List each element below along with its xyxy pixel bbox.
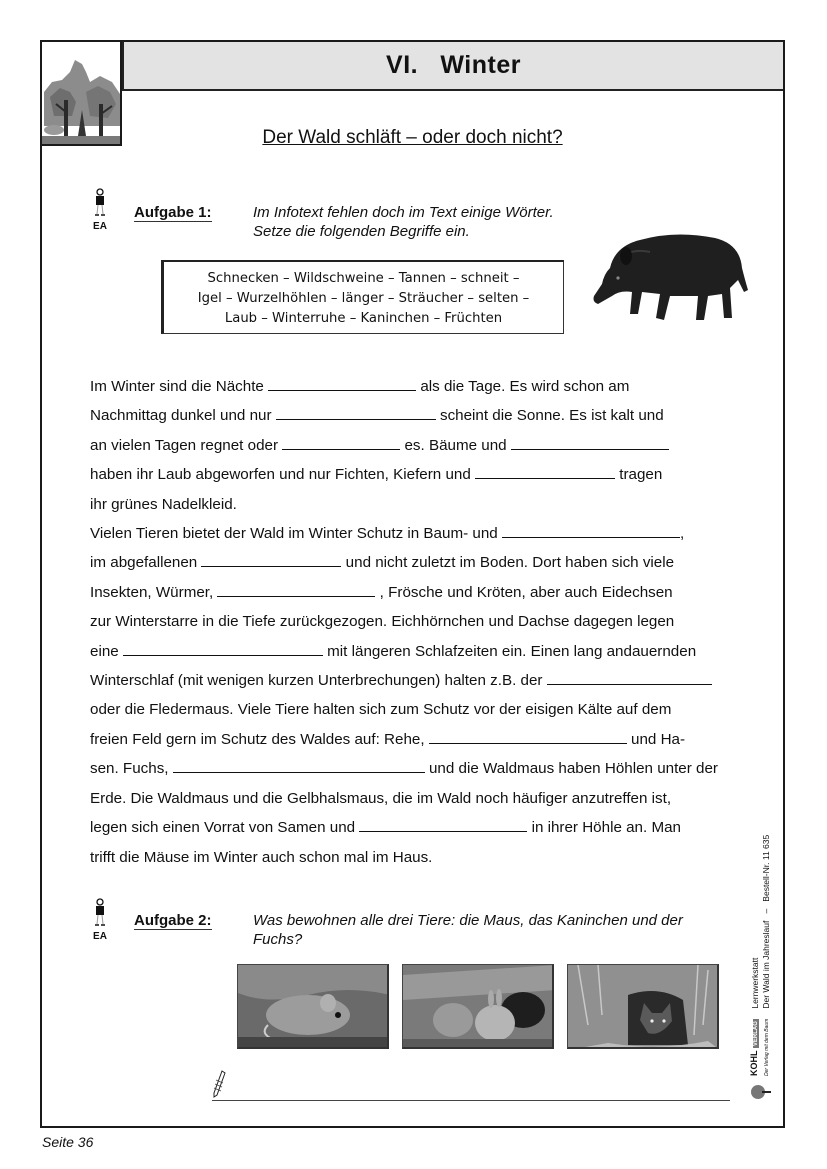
infotext-segment: freien Feld gern im Schutz des Waldes auf: Rehe, — [90, 730, 429, 748]
mouse-photo — [237, 964, 389, 1049]
infotext-segment: scheint die Sonne. Es ist kalt und — [435, 407, 664, 425]
instruction-line: Was bewohnen alle drei Tiere: die Maus, das Kaninchen und der — [253, 912, 683, 929]
instruction-line: Fuchs? — [253, 931, 303, 948]
word-bank-box — [161, 260, 564, 334]
infotext-line — [90, 784, 750, 813]
cloze-blank[interactable] — [502, 523, 680, 538]
infotext-segment: , — [679, 525, 685, 543]
header-bar — [122, 42, 783, 91]
worksheet-subtitle: Der Wald schläft – oder doch nicht? — [262, 127, 563, 148]
cloze-blank[interactable] — [276, 405, 436, 420]
single-work-person-icon — [90, 188, 110, 232]
publisher-sidebar — [749, 835, 773, 1102]
task-2-instruction — [253, 911, 683, 949]
pencil-icon — [212, 1070, 226, 1103]
instruction-line: Im Infotext fehlen doch im Text einige Wörter. — [253, 204, 554, 221]
infotext-segment: , Frösche und Kröten, aber auch Eidechsen — [375, 583, 673, 601]
word-bank-line: Schnecken – Wildschweine – Tannen – schneit – — [207, 271, 520, 286]
infotext-segment: eine — [90, 642, 123, 660]
infotext-line — [90, 431, 750, 460]
infotext-line — [90, 372, 750, 401]
infotext-segment: trifft die Mäuse im Winter auch schon mal im Haus. — [90, 848, 433, 866]
infotext-segment: mit längeren Schlafzeiten ein. Einen lang andauernden — [322, 642, 697, 660]
infotext-segment: Erde. Die Waldmaus und die Gelbhalsmaus, die im Wald noch häufiger anzutreffen ist, — [90, 789, 672, 807]
task-1-instruction — [253, 203, 554, 241]
infotext-line — [90, 519, 750, 548]
animal-photos — [237, 964, 719, 1049]
cloze-blank[interactable] — [282, 435, 400, 450]
task-1-label: Aufgabe 1: — [134, 204, 212, 221]
infotext-line — [90, 754, 750, 783]
infotext-segment: im abgefallenen — [90, 554, 202, 572]
cloze-blank[interactable] — [475, 464, 615, 479]
infotext-line — [90, 725, 750, 754]
infotext-segment: zur Winterstarre in die Tiefe zurückgezogen. Eichhörnchen und Dachse dagegen legen — [90, 613, 675, 631]
infotext-segment: in ihrer Höhle an. Man — [527, 819, 681, 837]
answer-line[interactable] — [212, 1100, 730, 1101]
cloze-blank[interactable] — [217, 582, 375, 597]
infotext-line — [90, 578, 750, 607]
infotext-cloze — [90, 372, 750, 872]
infotext-segment: oder die Fledermaus. Viele Tiere halten sich zum Schutz vor der eisigen Kälte auf dem — [90, 701, 672, 719]
infotext-line — [90, 607, 750, 636]
cloze-blank[interactable] — [547, 670, 712, 685]
word-bank-line: Igel – Wurzelhöhlen – länger – Sträucher – selten – — [197, 291, 530, 306]
infotext-segment: haben ihr Laub abgeworfen und nur Fichten, Kiefern und — [90, 466, 476, 484]
wild-boar-photo — [590, 218, 755, 328]
cloze-blank[interactable] — [123, 641, 323, 656]
rabbits-photo — [402, 964, 554, 1049]
task-2-label: Aufgabe 2: — [134, 912, 212, 929]
infotext-segment: und nicht zuletzt im Boden. Dort haben sich viele — [341, 554, 675, 572]
single-work-person-icon — [90, 898, 110, 942]
infotext-segment: Im Winter sind die Nächte — [90, 378, 269, 395]
separator: – — [761, 908, 771, 914]
infotext-line — [90, 548, 750, 577]
infotext-line — [90, 813, 750, 842]
book-title: Der Wald im Jahreslauf — [761, 920, 771, 1009]
infotext-line — [90, 637, 750, 666]
infotext-segment: es. Bäume und — [400, 436, 511, 454]
infotext-segment: an vielen Tagen regnet oder — [90, 436, 283, 454]
worksheet-frame — [40, 40, 785, 1128]
fox-photo — [567, 964, 719, 1049]
infotext-line — [90, 695, 750, 724]
infotext-line — [90, 401, 750, 430]
word-bank-line: Laub – Winterruhe – Kaninchen – Früchten — [224, 311, 503, 326]
infotext-line — [90, 460, 750, 489]
cloze-blank[interactable] — [173, 758, 425, 773]
infotext-segment: Nachmittag dunkel und nur — [90, 407, 276, 425]
infotext-segment: ihr grünes Nadelkleid. — [90, 495, 237, 513]
infotext-line — [90, 490, 750, 519]
cloze-blank[interactable] — [511, 435, 669, 450]
infotext-segment: als die Tage. Es wird schon am — [416, 378, 630, 395]
cloze-blank[interactable] — [359, 817, 527, 832]
series-name: Lernwerkstatt — [750, 957, 760, 1009]
infotext-segment: Insekten, Würmer, — [90, 583, 218, 601]
page-number: Seite 36 — [42, 1134, 94, 1150]
infotext-segment: sen. Fuchs, — [90, 760, 173, 778]
infotext-segment: und die Waldmaus haben Höhlen unter der — [424, 760, 718, 778]
infotext-segment: legen sich einen Vorrat von Samen und — [90, 819, 360, 837]
publisher-tagline: Der Verlag mit dem Baum — [764, 1018, 770, 1076]
publisher-tree-icon — [750, 1082, 772, 1102]
cloze-blank[interactable] — [201, 552, 341, 567]
publisher-name: KOHL — [749, 1050, 759, 1076]
infotext-line — [90, 666, 750, 695]
cloze-blank[interactable] — [268, 376, 416, 391]
infotext-segment: tragen — [615, 466, 663, 484]
order-number: Bestell-Nr. 11 635 — [761, 834, 771, 902]
publisher-badge: VERLAG — [753, 1021, 759, 1047]
infotext-segment: und Ha- — [626, 730, 686, 748]
infotext-segment: Vielen Tieren bietet der Wald im Winter Schutz in Baum- und — [90, 525, 502, 543]
infotext-segment: Winterschlaf (mit wenigen kurzen Unterbrechungen) halten z.B. der — [90, 672, 547, 690]
instruction-line: Setze die folgenden Begriffe ein. — [253, 223, 470, 240]
page-title: VI. Winter — [386, 51, 521, 79]
cloze-blank[interactable] — [429, 729, 627, 744]
ea-label: EA — [93, 931, 107, 942]
infotext-line — [90, 843, 750, 872]
ea-label: EA — [93, 221, 107, 232]
